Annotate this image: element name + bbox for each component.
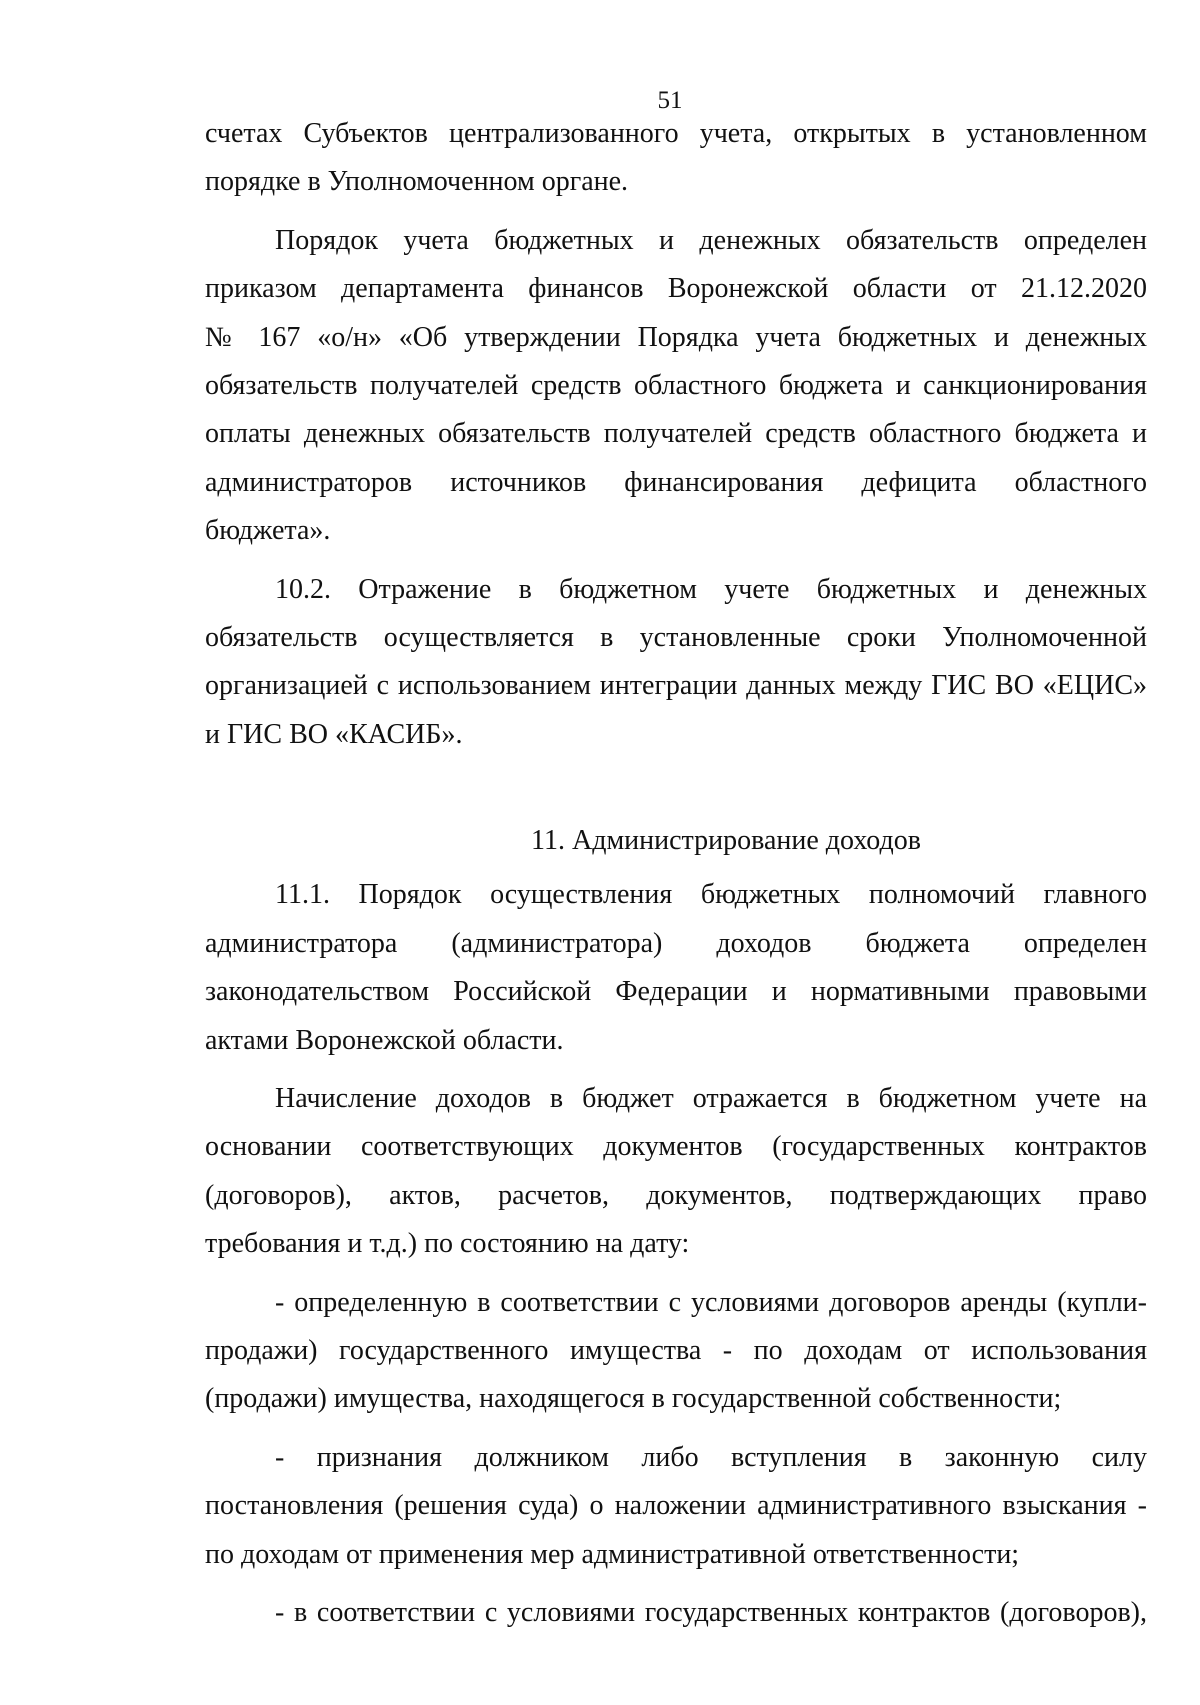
paragraph [205,110,1147,207]
text-line: основании соответствующих документов (государственных контрактов [205,1131,1147,1163]
text-line: и ГИС ВО «КАСИБ». [205,718,463,750]
document-body [205,110,1147,1637]
page-number: 51 [657,87,683,114]
text-line: - в соответствии с условиями государственных контрактов (договоров), [275,1596,1147,1628]
text-line: актами Воронежской области. [205,1024,564,1056]
section-heading: 11. Администрирование доходов [531,825,921,857]
text-line: продажи) государственного имущества - по доходам от использования [205,1334,1147,1366]
text-line: - определенную в соответствии с условиями договоров аренды (купли- [275,1286,1147,1318]
paragraph [205,566,1147,760]
text-line: администраторов источников финансирования дефицита областного [205,466,1147,498]
text-line: законодательством Российской Федерации и нормативными правовыми [205,976,1147,1008]
text-line: обязательств осуществляется в установленные сроки Уполномоченной [205,621,1147,653]
list-item [205,1434,1147,1579]
text-line: администратора (администратора) доходов бюджета определен [205,927,1147,959]
text-line: Начисление доходов в бюджет отражается в бюджетном учете на [275,1083,1147,1115]
text-line: приказом департамента финансов Воронежской области от 21.12.2020 [205,273,1147,305]
text-line: № 167 «о/н» «Об утверждении Порядка учета бюджетных и денежных [205,321,1147,353]
text-line: Порядок учета бюджетных и денежных обязательств определен [275,224,1147,256]
text-line: требования и т.д.) по состоянию на дату: [205,1228,690,1260]
text-line: постановления (решения суда) о наложении административного взыскания - [205,1490,1147,1522]
text-line: (договоров), актов, расчетов, документов, подтверждающих право [205,1179,1147,1211]
text-line: порядке в Уполномоченном органе. [205,166,629,198]
text-line: оплаты денежных обязательств получателей средств областного бюджета и [205,418,1147,450]
list-item [205,1279,1147,1424]
text-line: 10.2. Отражение в бюджетном учете бюджетных и денежных [275,573,1147,605]
text-line: счетах Субъектов централизованного учета, открытых в установленном [205,118,1147,149]
paragraph [205,1075,1147,1269]
paragraph [205,871,1147,1065]
text-line: - признания должником либо вступления в законную силу [275,1441,1147,1473]
text-line: организацией с использованием интеграции данных между ГИС ВО «ЕЦИС» [205,670,1147,702]
text-line: бюджета». [205,515,331,547]
text-line: по доходам от применения мер административной ответственности; [205,1538,1020,1570]
text-line: 11.1. Порядок осуществления бюджетных полномочий главного [275,879,1147,911]
list-item [205,1589,1147,1637]
text-line: (продажи) имущества, находящегося в государственной собственности; [205,1383,1062,1415]
paragraph [205,217,1147,556]
text-line: обязательств получателей средств областного бюджета и санкционирования [205,369,1147,401]
